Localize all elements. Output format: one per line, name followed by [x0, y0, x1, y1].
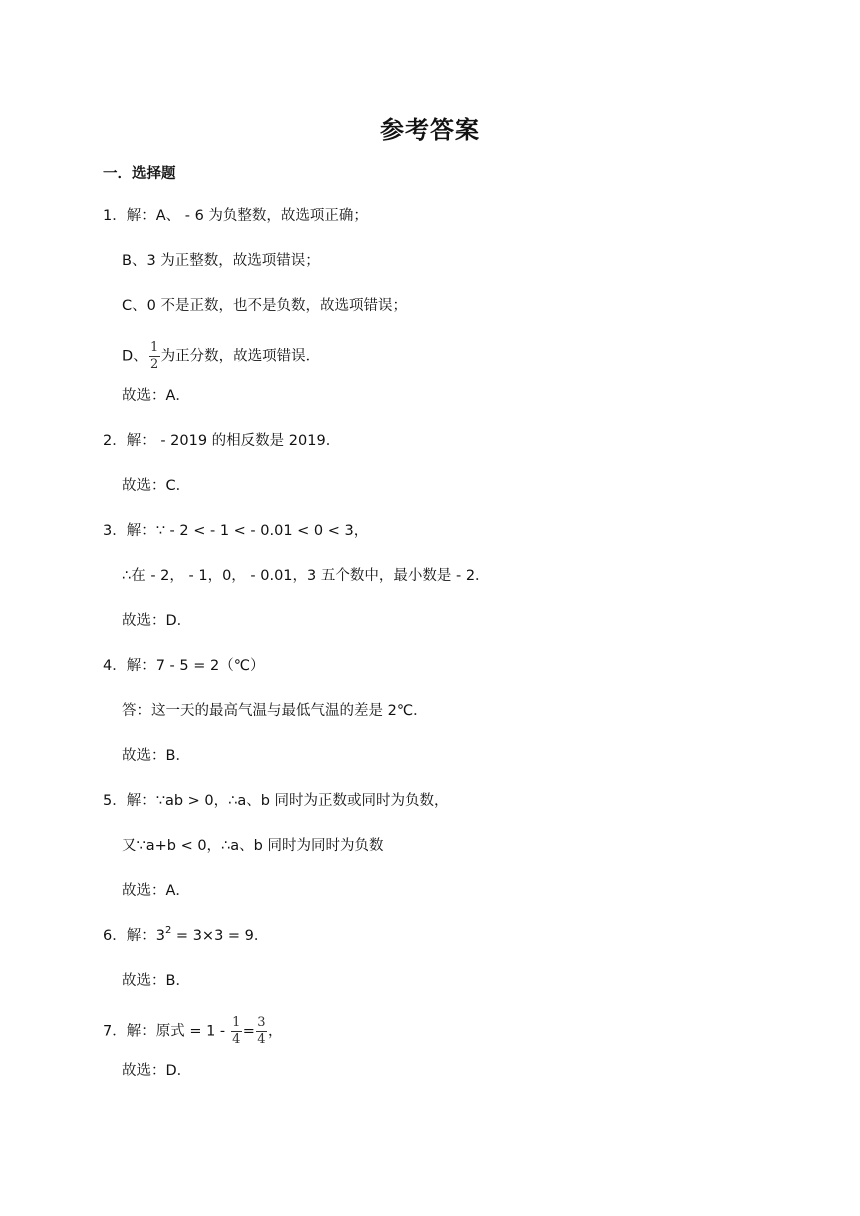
- q1-line-d: [122, 340, 321, 372]
- q7-fraction-1: [231, 1016, 242, 1047]
- section-heading: 一．选择题: [103, 166, 176, 182]
- q3-line-b: ∴在 - 2， - 1，0， - 0.01，3 五个数中，最小数是 - 2．: [122, 568, 490, 584]
- q3-answer: 故选：D．: [122, 613, 192, 629]
- q3-line-a: 3．解：∵ - 2 < - 1 < - 0.01 < 0 < 3，: [103, 523, 369, 539]
- fraction-numerator: 1: [150, 340, 159, 355]
- q6-line-a: [103, 926, 268, 946]
- q1-line-c: C、0 不是正数，也不是负数，故选项错误；: [122, 298, 407, 314]
- fraction-denominator: 4: [232, 1032, 241, 1047]
- q7-line-a: [103, 1015, 283, 1047]
- q5-line-a: 5．解：∵ab > 0，∴a、b 同时为正数或同时为负数，: [103, 793, 449, 809]
- q7-fraction-2: [256, 1016, 267, 1047]
- fraction-numerator: 3: [257, 1015, 266, 1030]
- fraction-numerator: 1: [232, 1015, 241, 1030]
- q2-line-a: 2．解： - 2019 的相反数是 2019．: [103, 433, 341, 449]
- q1-line-a: 1．解：A、 - 6 为负整数，故选项正确；: [103, 208, 368, 224]
- q6-answer: 故选：B．: [122, 973, 190, 989]
- q7-suffix: ，: [267, 1023, 283, 1040]
- q7-equals: =: [242, 1023, 255, 1040]
- q7-prefix: 7．解：原式 = 1 -: [103, 1023, 230, 1040]
- q6-exponent: 2: [164, 925, 172, 937]
- q7-answer: 故选：D．: [122, 1063, 192, 1079]
- q1-d-fraction: [149, 341, 160, 372]
- fraction-denominator: 4: [257, 1032, 266, 1047]
- q5-line-b: 又∵a+b < 0，∴a、b 同时为同时为负数: [122, 838, 384, 854]
- fraction-denominator: 2: [150, 357, 159, 372]
- q4-line-b: 答：这一天的最高气温与最低气温的差是 2℃．: [122, 703, 428, 719]
- q4-line-a: 4．解：7 - 5 = 2（℃）: [103, 658, 265, 674]
- q1-line-b: B、3 为正整数，故选项错误；: [122, 253, 320, 269]
- q6-suffix: = 3×3 = 9．: [171, 928, 269, 944]
- q5-answer: 故选：A．: [122, 883, 190, 899]
- q1-d-prefix: D、: [122, 348, 148, 365]
- page-title: 参考答案: [380, 116, 480, 144]
- q2-answer: 故选：C．: [122, 478, 191, 494]
- q6-prefix: 6．解：3: [103, 928, 165, 944]
- q4-answer: 故选：B．: [122, 748, 190, 764]
- q1-d-suffix: 为正分数，故选项错误．: [160, 348, 321, 365]
- q1-answer: 故选：A．: [122, 388, 190, 404]
